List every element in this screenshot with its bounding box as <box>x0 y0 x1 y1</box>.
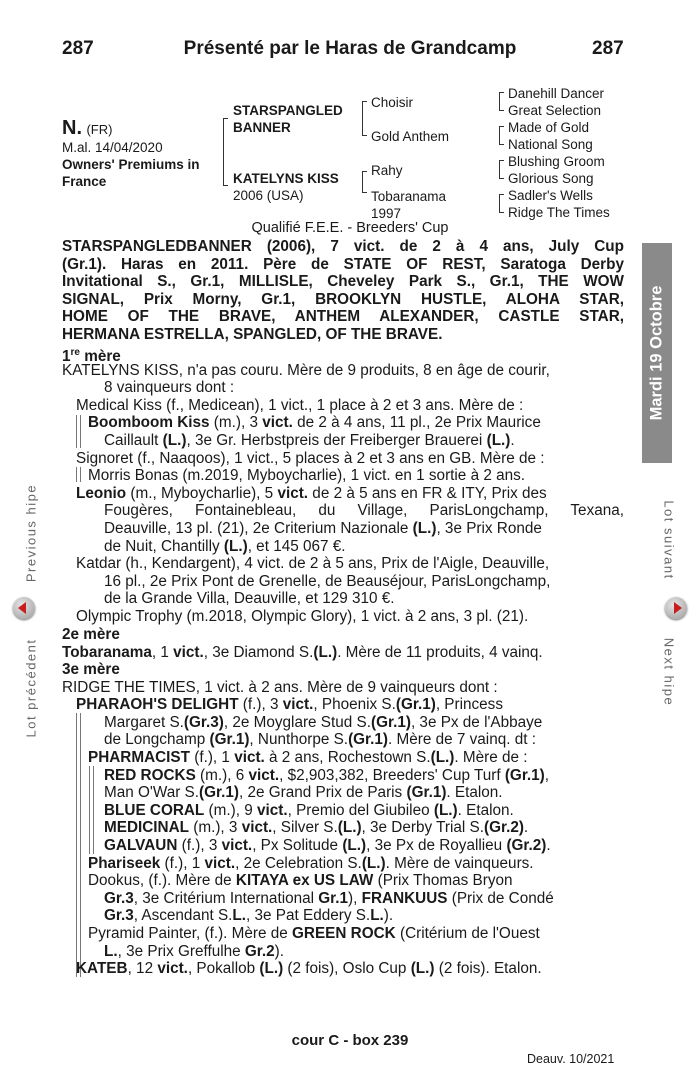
text-line: STARSPANGLEDBANNER (2006), 7 vict. de 2 à 4 ans, July Cup <box>62 238 624 255</box>
pedigree-ds: Rahy <box>371 163 403 178</box>
text-line: L., 3e Prix Greffulhe Gr.2). <box>104 942 284 960</box>
text-line: Gr.3, 3e Critérium International Gr.1), FRANKUUS (Prix de Condé <box>104 889 554 907</box>
text-line: de Nuit, Chantilly (L.), et 145 067 €. <box>104 537 346 555</box>
pedigree-sds: Made of Gold <box>508 120 590 135</box>
pedigree-sire-line-1: STARSPANGLED <box>233 103 343 118</box>
text-line: HOME OF THE BRAVE, ANTHEM ALEXANDER, CASTLE STAR, <box>62 308 624 326</box>
text-line: HERMANA ESTRELLA, SPANGLED, OF THE BRAVE. <box>62 325 443 343</box>
footer-box-location: cour C - box 239 <box>291 1032 409 1049</box>
text-line: KATEB, 12 vict., Pokallob (L.) (2 fois), Oslo Cup (L.) (2 fois). Etalon. <box>76 960 542 978</box>
footer-sale-ref: Deauv. 10/2021 <box>527 1052 615 1066</box>
text-line: Dookus, (f.). Mère de KITAYA ex US LAW (Prix Thomas Bryon <box>88 872 513 890</box>
text-line: KATELYNS KISS, n'a pas couru. Mère de 9 produits, 8 en âge de courir, <box>62 361 550 379</box>
horse-country: (FR) <box>86 122 113 137</box>
text-line: Olympic Trophy (m.2018, Olympic Glory), 1 vict. à 2 ans, 3 pl. (21). <box>76 607 529 625</box>
pedigree-bracket <box>362 171 367 193</box>
pedigree-dd: Tobaranama <box>371 189 447 204</box>
text-line: Caillault (L.), 3e Gr. Herbstpreis der Freiberger Brauerei (L.). <box>104 431 515 449</box>
owner-line-2: France <box>62 174 107 189</box>
pedigree-sss: Danehill Dancer <box>508 86 605 101</box>
page-title: Présenté par le Haras de Grandcamp <box>183 38 517 59</box>
text-line: Fougères, Fontainebleau, du Village, ParisLongchamp, Texana, <box>104 502 624 520</box>
pedigree-ddd: Ridge The Times <box>508 205 610 220</box>
pedigree-bracket <box>223 118 228 186</box>
pedigree-ssd: Great Selection <box>508 103 602 118</box>
text-line: Tobaranama, 1 vict., 3e Diamond S.(L.). Mère de 11 produits, 4 vainq. <box>62 643 543 661</box>
previous-lot-button[interactable] <box>13 597 35 619</box>
pedigree-sire-line-2: BANNER <box>233 120 291 135</box>
text-line: (Gr.1). Haras en 2011. Père de STATE OF REST, Saratoga Derby <box>62 255 624 273</box>
text-line: RED ROCKS (m.), 6 vict., $2,903,382, Breeders' Cup Turf (Gr.1), <box>104 766 550 784</box>
text-line: BLUE CORAL (m.), 9 vict., Premio del Giubileo (L.). Etalon. <box>104 801 514 819</box>
text-line: Phariseek (f.), 1 vict., 2e Celebration S.(L.). Mère de vainqueurs. <box>88 854 534 872</box>
text-line: Boomboom Kiss (m.), 3 vict. de 2 à 4 ans, 11 pl., 2e Prix Maurice <box>88 414 541 432</box>
text-line: Margaret S.(Gr.3), 2e Moyglare Stud S.(Gr.1), 3e Px de l'Abbaye <box>104 713 543 731</box>
pedigree-dd-year: 1997 <box>371 206 402 221</box>
pedigree-sdd: National Song <box>508 137 593 152</box>
arrow-left-icon <box>18 602 26 614</box>
text-line: 16 pl., 2e Prix Pont de Grenelle, de Beauséjour, ParisLongchamp, <box>104 572 551 590</box>
horse-name: N. <box>62 117 82 139</box>
text-line: de Longchamp (Gr.1), Nunthorpe S.(Gr.1). Mère de 7 vainq. dt : <box>104 731 536 749</box>
text-line: Leonio (m., Myboycharlie), 5 vict. de 2 à 5 ans en FR & ITY, Prix des <box>76 484 547 502</box>
pedigree-bracket <box>362 101 367 136</box>
pedigree-dsd: Glorious Song <box>508 171 594 186</box>
text-line: 8 vainqueurs dont : <box>104 379 235 397</box>
horse-name-line <box>62 117 112 140</box>
second-dam-section <box>62 626 624 661</box>
sale-date-label: Mardi 19 Octobre <box>647 285 666 421</box>
text-line: Man O'War S.(Gr.1), 2e Grand Prix de Paris (Gr.1). Etalon. <box>104 784 503 802</box>
next-lot-button[interactable] <box>665 597 687 619</box>
pedigree-bracket <box>499 126 504 145</box>
section-heading-second-dam: 2e mère <box>62 626 120 643</box>
pedigree-dds: Sadler's Wells <box>508 188 593 203</box>
text-line: Katdar (h., Kendargent), 4 vict. de 2 à 5 ans, Prix de l'Aigle, Deauville, <box>76 555 550 573</box>
third-dam-section <box>62 661 624 978</box>
text-line: SIGNAL, Prix Morny, Gr.1, BROOKLYN HUSTLE, ALOHA STAR, <box>62 290 624 308</box>
pedigree-ss: Choisir <box>371 95 414 110</box>
sale-date-tab <box>642 243 672 463</box>
qualification: Qualifié F.E.E. - Breeders' Cup <box>251 220 449 236</box>
previous-hipe-label[interactable]: Previous hipe <box>23 483 39 583</box>
previous-lot-label[interactable]: Lot précédent <box>23 638 39 738</box>
pedigree-dss: Blushing Groom <box>508 154 605 169</box>
lot-number-right: 287 <box>592 38 624 59</box>
text-line: Invitational S., Gr.1, MILLISLE, Cheveley Park S., Gr.1, THE WOW <box>62 273 624 291</box>
text-line: MEDICINAL (m.), 3 vict., Silver S.(L.), 3e Derby Trial S.(Gr.2). <box>104 819 529 837</box>
pedigree-dam-info: 2006 (USA) <box>233 188 304 203</box>
text-line: de la Grande Villa, Deauville, et 129 310 €. <box>104 590 395 608</box>
pedigree-dam: KATELYNS KISS <box>233 171 339 186</box>
text-line: Gr.3, Ascendant S.L., 3e Pat Eddery S.L.). <box>104 907 394 925</box>
lot-number-left: 287 <box>62 38 94 59</box>
text-line: Deauville, 13 pl. (21), 2e Criterium Nazionale (L.), 3e Prix Ronde <box>104 519 542 537</box>
text-line: Pyramid Painter, (f.). Mère de GREEN ROCK (Critérium de l'Ouest <box>88 924 540 942</box>
owner-line-1: Owners' Premiums in <box>62 157 200 172</box>
text-line: RIDGE THE TIMES, 1 vict. à 2 ans. Mère de 9 vainqueurs dont : <box>62 678 498 696</box>
text-line: PHARAOH'S DELIGHT (f.), 3 vict., Phoenix S.(Gr.1), Princess <box>76 696 503 714</box>
horse-info: M.al. 14/04/2020 <box>62 140 163 155</box>
section-heading-third-dam: 3e mère <box>62 661 120 678</box>
text-line: GALVAUN (f.), 3 vict., Px Solitude (L.), 3e Px de Royallieu (Gr.2). <box>104 836 551 854</box>
next-lot-label[interactable]: Lot suivant <box>661 500 677 580</box>
text-line: Medical Kiss (f., Medicean), 1 vict., 1 place à 2 et 3 ans. Mère de : <box>76 396 524 414</box>
first-dam-section <box>62 344 624 626</box>
arrow-right-icon <box>674 602 682 614</box>
section-heading-first-dam: 1re mère <box>62 347 121 362</box>
text-line: Signoret (f., Naaqoos), 1 vict., 5 places à 2 et 3 ans en GB. Mère de : <box>76 449 545 467</box>
pedigree-sd: Gold Anthem <box>371 129 450 144</box>
sire-paragraph <box>62 238 624 344</box>
next-hipe-label[interactable]: Next hipe <box>661 637 677 707</box>
pedigree-bracket <box>499 92 504 111</box>
text-line: Morris Bonas (m.2019, Myboycharlie), 1 vict. en 1 sortie à 2 ans. <box>88 467 525 485</box>
text-line: PHARMACIST (f.), 1 vict. à 2 ans, Rochestown S.(L.). Mère de : <box>88 748 528 766</box>
pedigree-bracket <box>499 194 504 213</box>
pedigree-bracket <box>499 160 504 179</box>
